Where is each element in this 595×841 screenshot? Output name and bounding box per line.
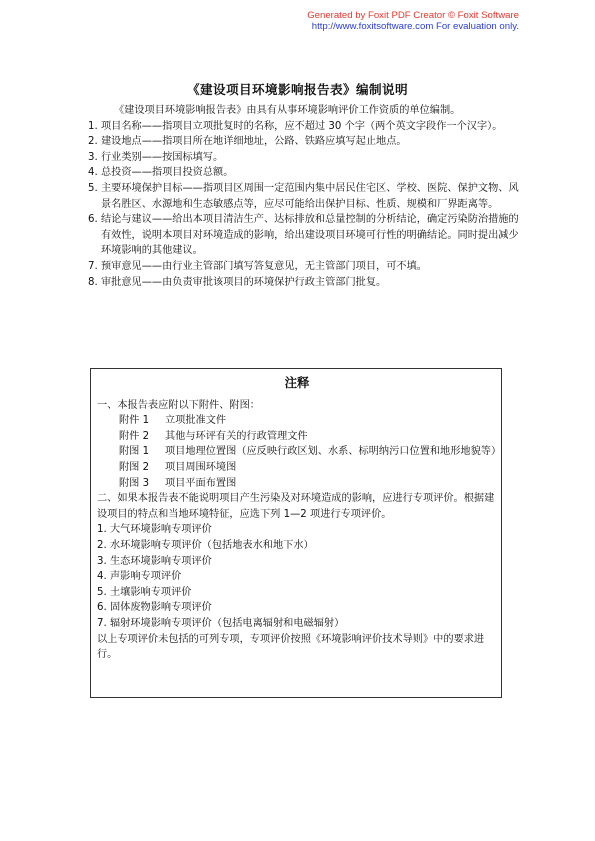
instructions-section [88,103,520,290]
item-text: 建设地点——指项目所在地详细地址，公路、铁路应填写起止地点。 [101,136,407,148]
assessment-item [97,538,497,554]
attachment-label: 附图 2 [119,461,150,473]
item-number: 7. [88,260,98,272]
attachment-text: 其他与环评有关的行政管理文件 [165,430,308,442]
assessment-number: 7. [97,617,107,629]
item-text: 行业类别——按国标填写。 [101,151,224,163]
attachment-label: 附图 1 [119,446,150,458]
evaluation-watermark [307,10,519,32]
assessment-number: 3. [97,555,107,567]
attachment-text: 立项批准文件 [165,415,227,427]
list-item [88,275,520,291]
attachment-label: 附件 1 [119,415,150,427]
assessment-text: 辐射环境影响专项评价（包括电离辐射和电磁辐射） [110,617,345,629]
assessment-item [97,554,497,570]
list-item [88,150,520,166]
list-item [88,119,520,135]
assessment-item [97,522,497,538]
assessment-text: 生态环境影响专项评价 [110,555,212,567]
assessment-item [97,585,497,601]
assessment-item [97,600,497,616]
assessment-text: 水环境影响专项评价（包括地表水和地下水） [110,539,314,551]
item-text: 预审意见——由行业主管部门填写答复意见，无主管部门项目，可不填。 [101,260,427,272]
attachment-item [97,413,497,429]
item-number: 2. [88,136,98,148]
assessment-text: 大气环境影响专项评价 [110,524,212,536]
watermark-creator-text: Generated by Foxit PDF Creator © Foxit Software [307,10,519,21]
assessment-number: 1. [97,524,107,536]
item-text: 审批意见——由负责审批该项目的环境保护行政主管部门批复。 [101,276,387,288]
assessment-number: 6. [97,602,107,614]
notes-box [90,368,502,698]
attachments-heading: 一、本报告表应附以下附件、附图： [97,399,260,411]
item-number: 8. [88,276,98,288]
attachment-text: 项目周围环境图 [165,461,237,473]
item-text: 结论与建议——给出本项目清洁生产、达标排放和总量控制的分析结论，确定污染防治措施的有效性，说明本项目对环境造成的影响，给出建设项目环境可行性的明确结论。同时提出减少环境影响的其他建议。 [101,214,519,257]
assessment-number: 5. [97,586,107,598]
attachment-label: 附件 2 [119,430,150,442]
assessment-number: 4. [97,571,107,583]
attachment-item [97,429,497,445]
assessment-number: 2. [97,539,107,551]
item-text: 主要环境保护目标——指项目区周围一定范围内集中居民住宅区、学校、医院、保护文物、风景名胜区、水源地和生态敏感点等，应尽可能给出保护目标、性质、规模和厂界距离等。 [101,182,519,210]
item-text: 总投资——指项目投资总额。 [101,167,234,179]
attachment-item [97,460,497,476]
watermark-url-text: http://www.foxitsoftware.com For evaluation only. [311,21,519,32]
assessment-item [97,616,497,632]
page-title: 《建设项目环境影响报告表》编制说明 [187,82,408,97]
assessment-item [97,569,497,585]
item-number: 5. [88,182,98,194]
list-item [88,165,520,181]
assessment-text: 声影响专项评价 [110,571,182,583]
list-item [88,134,520,150]
list-item [88,181,520,212]
item-number: 4. [88,167,98,179]
assessment-text: 土壤影响专项评价 [110,586,192,598]
closing-note: 以上专项评价未包括的可列专项，专项评价按照《环境影响评价技术导则》中的要求进行。 [97,633,485,661]
notes-title: 注释 [284,375,310,390]
item-number: 3. [88,151,98,163]
attachment-text: 项目地理位置图（应反映行政区划、水系、标明纳污口位置和地形地貌等） [165,446,502,458]
list-item [88,259,520,275]
attachment-item [97,476,497,492]
intro-paragraph: 《建设项目环境影响报告表》由具有从事环境影响评价工作资质的单位编制。 [114,105,461,116]
assessment-text: 固体废物影响专项评价 [110,602,212,614]
item-number: 6. [88,214,98,226]
item-number: 1. [88,120,98,132]
attachment-text: 项目平面布置图 [165,477,237,489]
attachment-item [97,444,502,460]
special-assessment-paragraph: 二、如果本报告表不能说明项目产生污染及对环境造成的影响，应进行专项评价。根据建设项目的特点和当地环境特征，应选下列 1—2 项进行专项评价。 [97,493,495,520]
item-text: 项目名称——指项目立项批复时的名称，应不超过 30 个字（两个英文字段作一个汉字）。 [101,120,503,132]
attachment-label: 附图 3 [119,477,150,489]
list-item [88,212,520,259]
